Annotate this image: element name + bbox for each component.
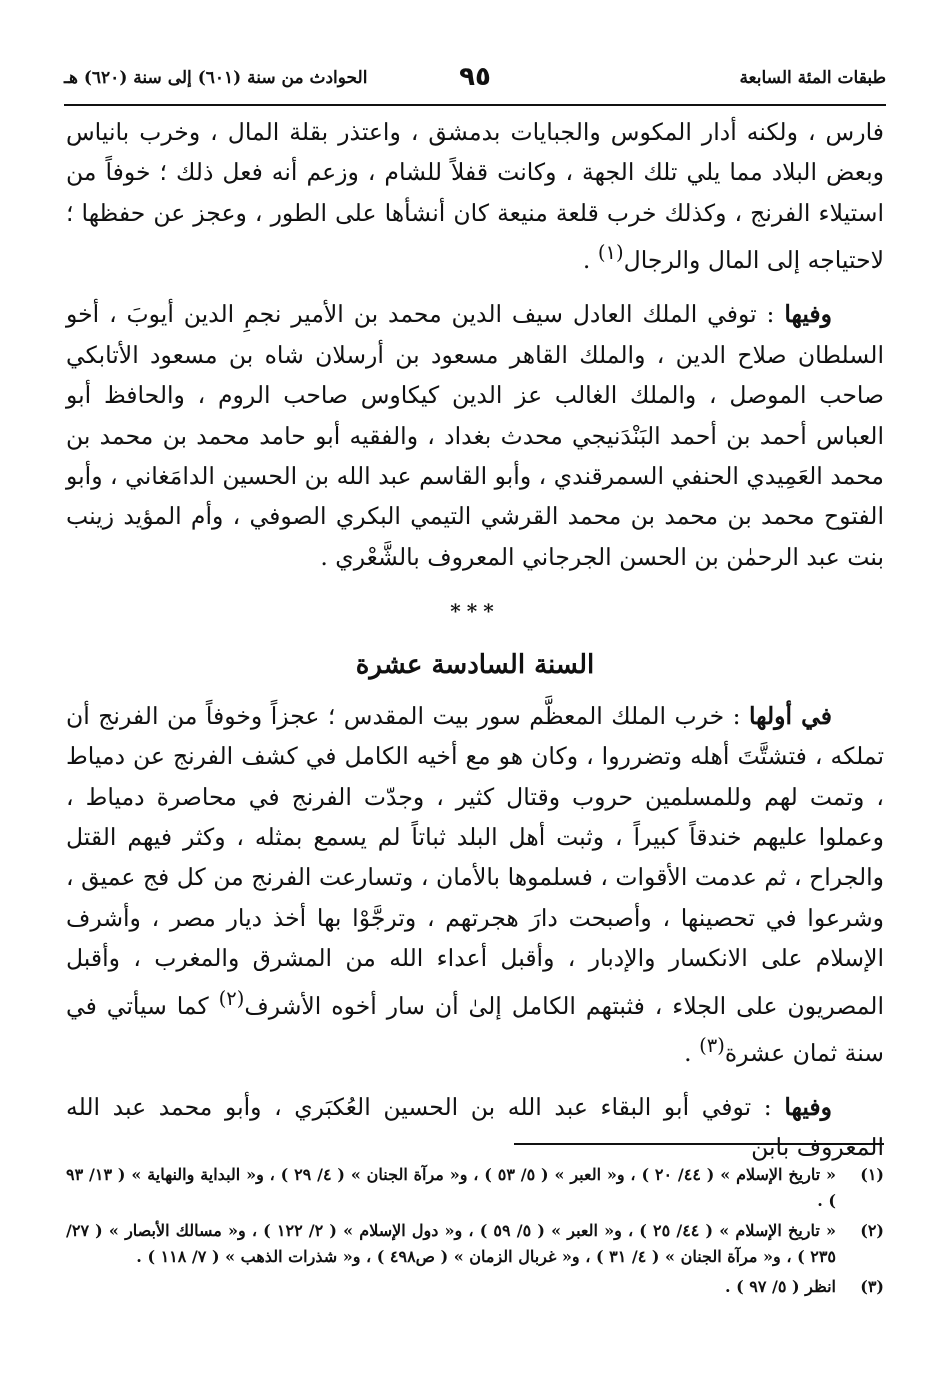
paragraph: وفيها : توفي أبو البقاء عبد الله بن الحسين العُكبَري ، وأبو محمد عبد الله المعروف بابن [66, 1093, 884, 1162]
running-header [64, 62, 886, 98]
footnote-marker: (١) [597, 241, 624, 265]
footnotes [66, 1162, 884, 1304]
footnote-text: « تاريخ الإسلام » ( ٤٤/ ٢٠ ) ، و« العبر » ( ٥/ ٥٣ ) ، و« مرآة الجنان » ( ٤/ ٢٩ ) ، و« البداية والنهاية » ( ١٣/ ٩٣ ) . [66, 1165, 837, 1210]
paragraph: فارس ، ولكنه أدار المكوس والجبايات بدمشق ، واعتذر بقلة المال ، وخرب بانياس وبعض البلاد مما يلي تلك الجهة ، وكانت قفلاً للشام ، وزعم أنه فعل ذلك ؛ خوفاً من استيلاء الفرنج ، وكذلك خرب قلعة منيعة كان أنشأها على الطور ، وعجز عن حفظها ؛ لاحتياجه إلى المال والرجال$^{(١)}$ . [66, 118, 884, 275]
main-text [66, 112, 884, 1168]
paragraph: في أولها : خرب الملك المعظَّم سور بيت المقدس ؛ عجزاً وخوفاً من الفرنج أن تملكه ، فتشتَّتَ أهله وتضرروا ، وكان هو مع أخيه الكامل في كشف الفرنج عن دمياط ، وتمت لهم وللمسلمين حروب وقتال كثير ، وجدّت الفرنج في محاصرة دمياط ، وعملوا عليهم خندقاً كبيراً ، وثبت أهل البلد ثباتاً لم يسمع بمثله ، وكثر فيهم القتل والجراح ، ثم عدمت الأقوات ، فسلموها بالأمان ، وتسارعت الفرنج من كل فج عميق ، وشرعوا في تحصينها ، وأصبحت دارَ هجرتهم ، وترجَّوْا بها أخذ ديار مصر ، وأشرف الإسلام على الانكسار والإدبار ، وأقبل أعداء الله من المشرق والمغرب ، وأقبل المصريون على الجلاء ، فثبتهم الكامل إلىٰ أن سار أخوه الأشرف$^{(٢)}$ كما سيأتي في سنة ثمان عشرة$^{(٣)}$ . [66, 701, 884, 1067]
footnote-marker: (٣) [699, 1033, 725, 1057]
footnote-rule [514, 1143, 884, 1145]
paragraph: وفيها : توفي الملك العادل سيف الدين محمد بن الأمير نجمِ الدين أيوبَ ، أخو السلطان صلاح الدين ، والملك القاهر مسعود بن أرسلان شاه بن مسعود الأتابكي صاحب الموصل ، والملك الغالب عز الدين كيكاوس صاحب الروم ، والحافظ أبو العباس أحمد بن أحمد البَنْدَنيجي محدث بغداد ، والفقيه أبو حامد محمد بن محمد بن محمد العَمِيدي الحنفي السمرقندي ، وأبو القاسم عبد الله بن الحسين الدامَغاني ، وأبو الفتوح محمد بن محمد بن محمد القرشي التيمي البكري الصوفي ، وأم المؤيد زينب بنت عبد الرحمٰن بن الحسن الجرجاني المعروف بالشَّعْري . [66, 300, 884, 571]
lead-word: وفيها [784, 300, 832, 329]
footnote [66, 1162, 884, 1214]
footnote-marker: (٢) [218, 986, 245, 1010]
page-number: ٩٥ [459, 62, 491, 92]
footnote-number: (١) [860, 1165, 884, 1184]
footnote-text: « تاريخ الإسلام » ( ٤٤/ ٢٥ ) ، و« العبر » ( ٥/ ٥٩ ) ، و« دول الإسلام » ( ٢/ ١٢٢ ) ، و« مسالك الأبصار » ( ٢٧/ ٢٣٥ ) ، و« مرآة الجنان » ( ٤/ ٣١ ) ، و« غربال الزمان » ( ص٤٩٨ ) ، و« شذرات الذهب » ( ٧/ ١١٨ ) . [66, 1221, 836, 1266]
footnote [66, 1218, 884, 1270]
lead-word: في أولها [748, 701, 832, 730]
footnote [66, 1274, 884, 1300]
book-title: طبقات المئة السابعة [739, 68, 886, 88]
section-title: السنة السادسة عشرة [355, 649, 595, 680]
footnote-number: (٢) [860, 1221, 884, 1240]
separator: *** [450, 599, 500, 624]
footnote-text: انظر ( ٥/ ٩٧ ) . [724, 1277, 836, 1296]
header-rule [64, 104, 886, 106]
lead-word: وفيها [784, 1093, 832, 1122]
section-range: الحوادث من سنة (٦٠١) إلى سنة (٦٢٠) هـ [64, 68, 368, 88]
footnote-number: (٣) [860, 1277, 884, 1296]
